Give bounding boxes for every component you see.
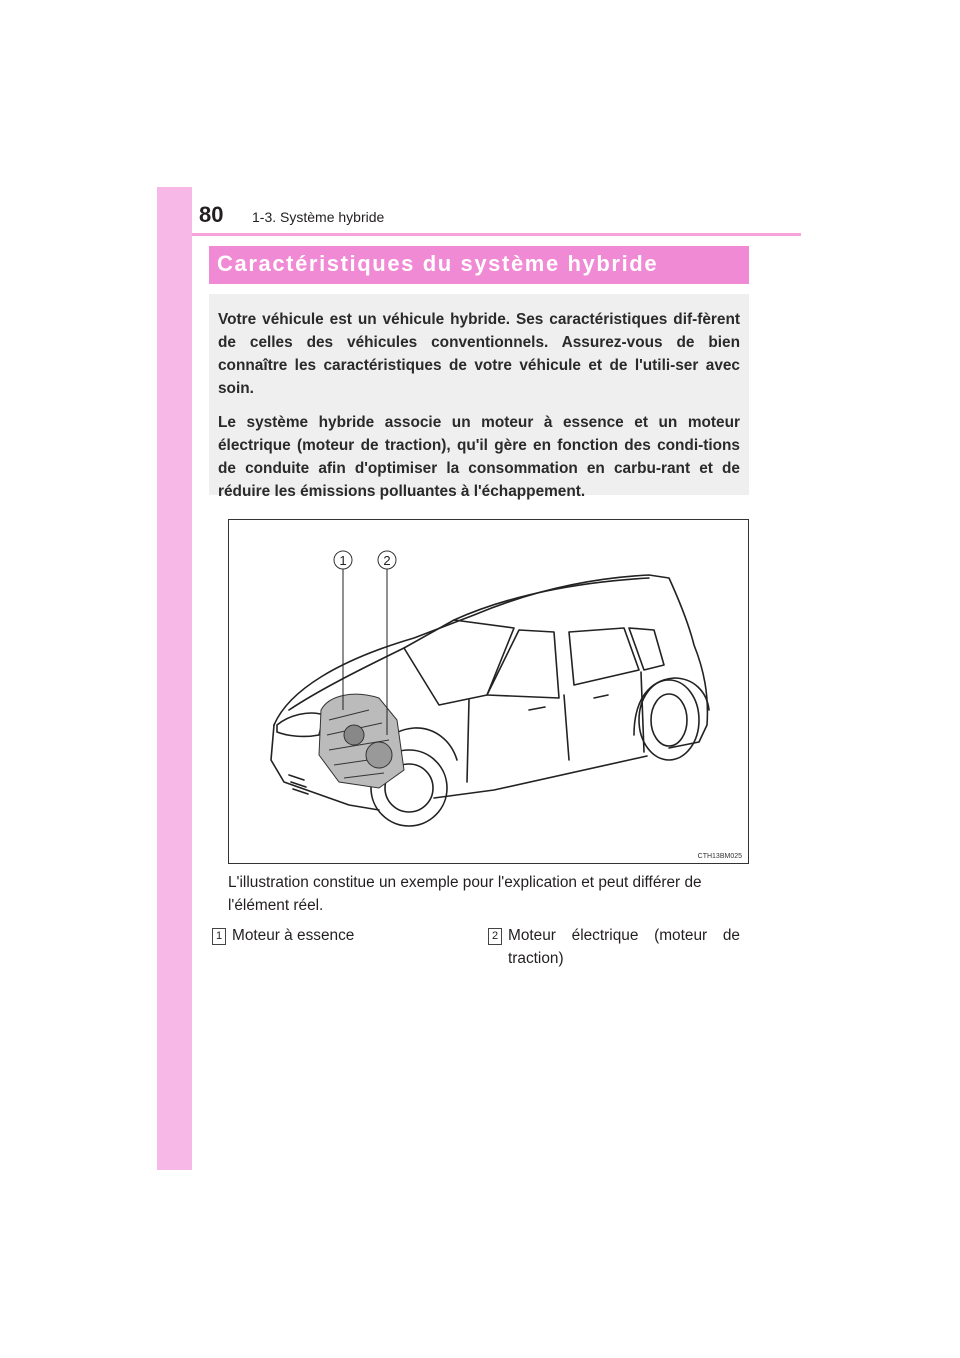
door-lines [467,672,644,782]
engine-assembly [319,694,404,788]
car-drawing [229,520,748,863]
section-title: Caractéristiques du système hybride [217,251,659,276]
rear-door-window [569,628,639,685]
header-divider [192,233,801,236]
intro-box [209,294,749,500]
windshield [404,620,514,705]
legend-number-1: 1 [212,928,226,945]
intro-paragraph-2: Le système hybride associe un moteur à essence et un moteur électrique (moteur de traction), qu'il gère en fonction des condi-tions de conduite afin d'optimiser la consommation en carbu-rant et de réduire les émissions polluantes à l'échappement. [218,414,740,500]
car-sill [434,756,647,798]
figure-code: CTH13BM025 [697,853,742,860]
legend-text-1: Moteur à essence [232,927,355,944]
page-number: 80 [199,202,224,227]
intro-paragraph-1: Votre véhicule est un véhicule hybride. Ses caractéristiques dif-fèrent de celles des véhicules conventionnels. Assurez-vous de bien connaître les caractéristiques de votre véhicule et de l'utili-ser avec soin. [218,311,740,397]
quarter-window [629,628,664,670]
side-tab-strip [157,187,192,1170]
figure-caption: L'illustration constitue un exemple pour l'explication et peut différer de l'élément réel. [228,874,702,914]
roof-line [454,578,649,620]
rear-wheel-hub [651,694,687,746]
front-door-window [487,630,559,698]
headlight [277,713,324,736]
legend-number-2: 2 [488,928,502,945]
section-title-bar [209,246,749,284]
section-label: 1-3. Système hybride [252,209,385,225]
legend-item-1 [212,924,354,947]
callout-2-label: 2 [383,553,391,568]
callout-1-label: 1 [339,553,347,568]
car-illustration [228,519,749,864]
legend-item-2 [488,924,748,970]
legend-text-2: Moteur électrique (moteur de traction) [508,927,740,967]
